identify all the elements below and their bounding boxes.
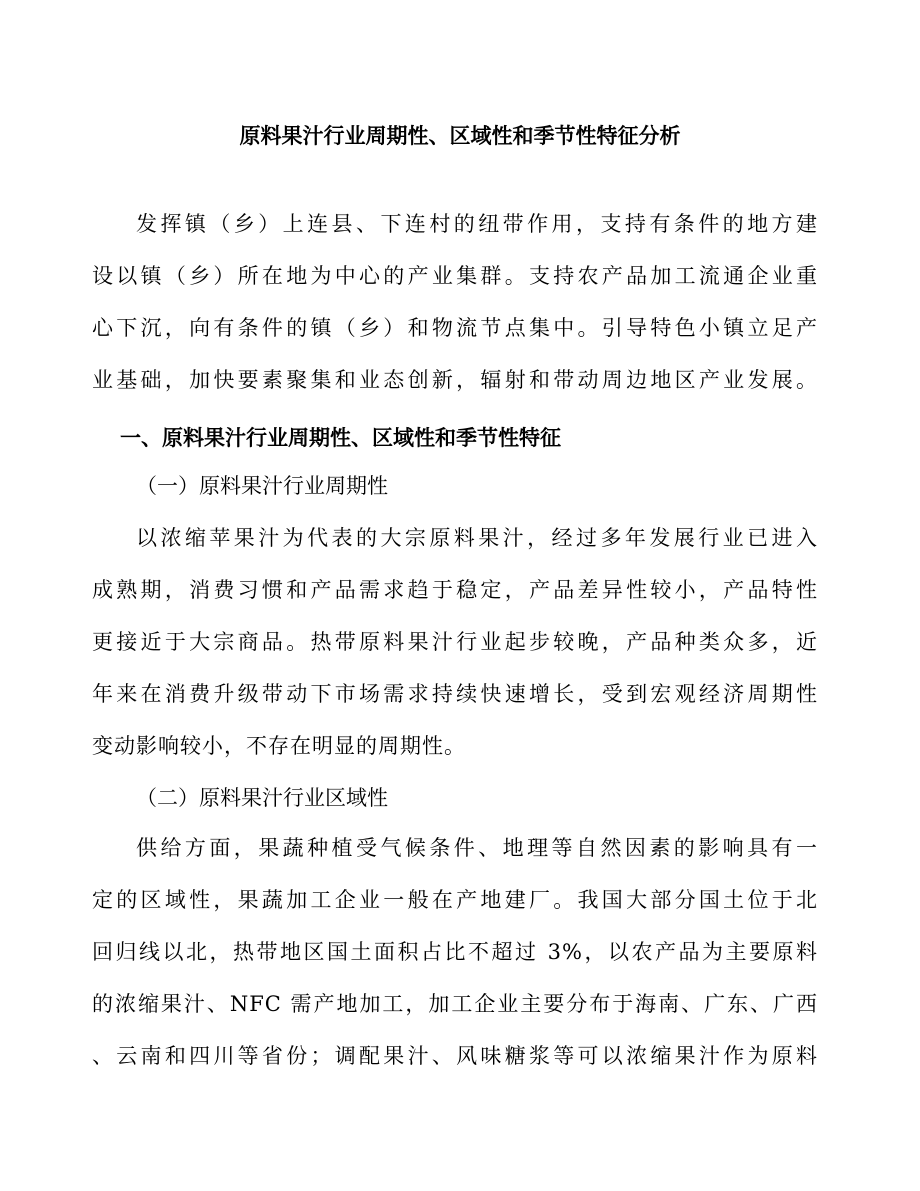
paragraph-line: 、云南和四川等省份；调配果汁、风味糖浆等可以浓缩果汁作为原料 xyxy=(92,1044,818,1068)
paragraph-line: 回归线以北，热带地区国土面积占比不超过 3%，以农产品为主要原料 xyxy=(92,940,818,964)
intro-line: 发挥镇（乡）上连县、下连村的纽带作用，支持有条件的地方建 xyxy=(136,212,818,236)
paragraph-line: 年来在消费升级带动下市场需求持续快速增长，受到宏观经济周期性 xyxy=(92,682,818,706)
paragraph-line: 以浓缩苹果汁为代表的大宗原料果汁，经过多年发展行业已进入 xyxy=(136,526,818,550)
intro-line: 设以镇（乡）所在地为中心的产业集群。支持农产品加工流通企业重 xyxy=(92,264,818,288)
paragraph-line: 供给方面，果蔬种植受气候条件、地理等自然因素的影响具有一 xyxy=(136,836,818,860)
paragraph-line: 更接近于大宗商品。热带原料果汁行业起步较晚，产品种类众多，近 xyxy=(92,630,818,654)
paragraph-line: 的浓缩果汁、NFC 需产地加工，加工企业主要分布于海南、广东、广西 xyxy=(92,992,818,1016)
paragraph-line: 变动影响较小，不存在明显的周期性。 xyxy=(92,734,466,758)
intro-line: 心下沉，向有条件的镇（乡）和物流节点集中。引导特色小镇立足产 xyxy=(92,316,818,340)
paragraph-line: 成熟期，消费习惯和产品需求趋于稳定，产品差异性较小，产品特性 xyxy=(92,578,818,602)
subsection-heading: （一）原料果汁行业周期性 xyxy=(136,474,388,498)
intro-line: 业基础，加快要素聚集和业态创新，辐射和带动周边地区产业发展。 xyxy=(92,368,818,392)
subsection-heading: （二）原料果汁行业区域性 xyxy=(136,786,388,810)
paragraph-line: 定的区域性，果蔬加工企业一般在产地建厂。我国大部分国土位于北 xyxy=(92,888,818,912)
section-heading: 一、原料果汁行业周期性、区域性和季节性特征 xyxy=(120,425,561,450)
document-title: 原料果汁行业周期性、区域性和季节性特征分析 xyxy=(239,123,681,148)
